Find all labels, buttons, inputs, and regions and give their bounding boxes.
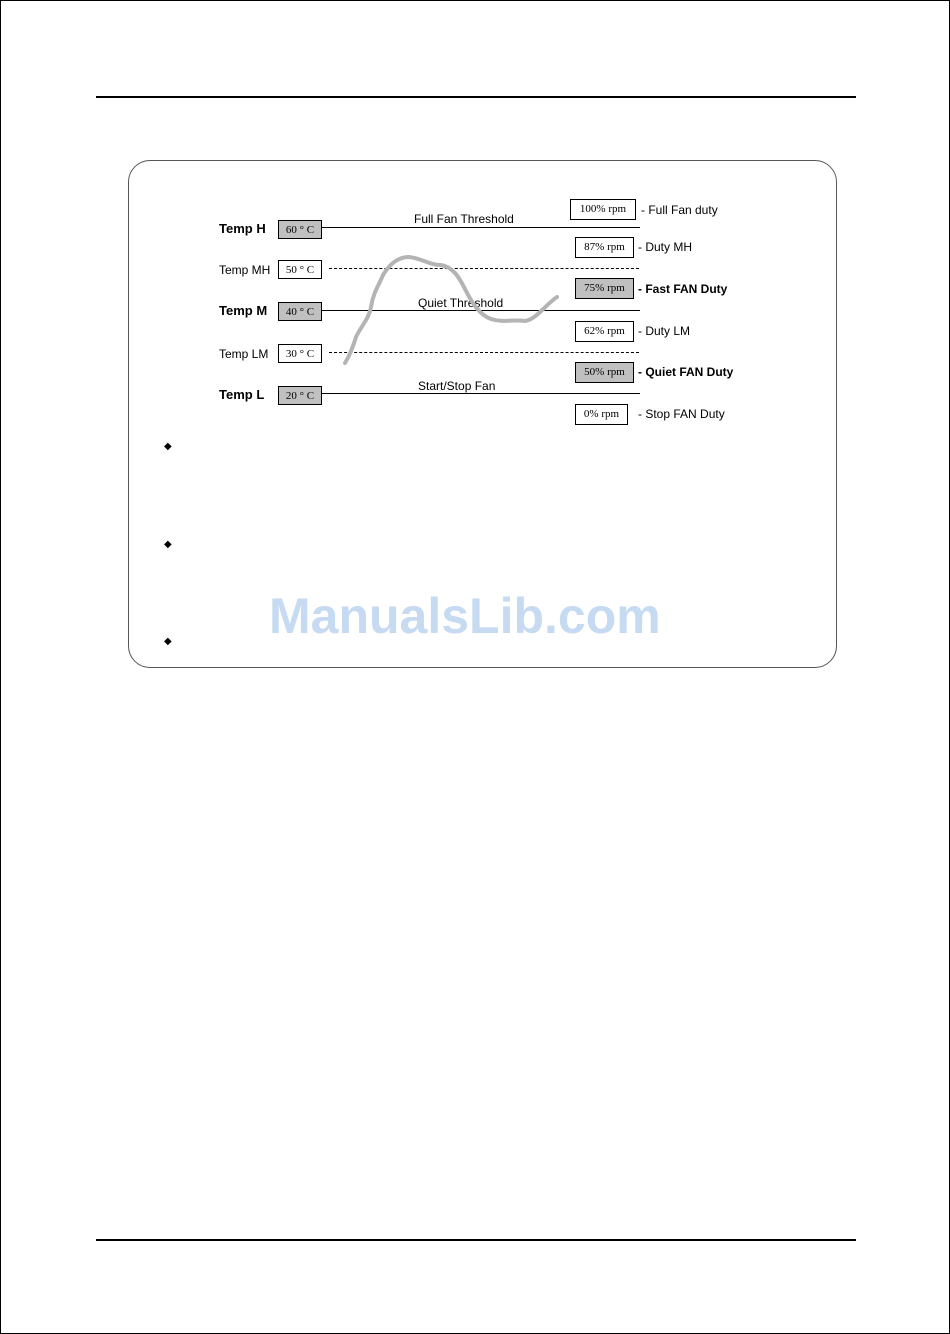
watermark: ManualsLib.com <box>269 588 661 644</box>
bullet-marker: ◆ <box>164 636 172 647</box>
rpm-box: 50% rpm <box>575 362 634 383</box>
temp-value-box: 40 ° C <box>278 302 322 321</box>
temp-value-box: 30 ° C <box>278 344 322 363</box>
duty-description: - Quiet FAN Duty <box>638 365 734 379</box>
temp-label: Temp M <box>219 303 268 318</box>
temp-label: Temp LM <box>219 347 269 361</box>
threshold-label: Quiet Threshold <box>418 296 504 310</box>
threshold-label: Full Fan Threshold <box>414 212 514 226</box>
temp-label: Temp H <box>219 221 266 236</box>
temp-label: Temp MH <box>219 263 271 277</box>
temp-value-box: 50 ° C <box>278 260 322 279</box>
footer-rule <box>96 1239 856 1241</box>
duty-description: - Full Fan duty <box>641 203 718 217</box>
duty-description: - Stop FAN Duty <box>638 407 725 421</box>
temp-label: Temp L <box>219 387 265 402</box>
bullet-marker: ◆ <box>164 441 172 452</box>
rpm-box: 100% rpm <box>570 199 636 220</box>
duty-description: - Duty MH <box>638 240 692 254</box>
duty-description: - Duty LM <box>638 324 691 338</box>
rpm-box: 75% rpm <box>575 278 634 299</box>
bullet-marker: ◆ <box>164 539 172 550</box>
rpm-box: 87% rpm <box>575 237 634 258</box>
rpm-box: 0% rpm <box>575 404 628 425</box>
temp-value-box: 20 ° C <box>278 386 322 405</box>
fan-curve <box>1 1 949 1333</box>
threshold-label: Start/Stop Fan <box>418 379 496 393</box>
rpm-box: 62% rpm <box>575 321 634 342</box>
temp-value-box: 60 ° C <box>278 220 322 239</box>
duty-description: - Fast FAN Duty <box>638 282 728 296</box>
